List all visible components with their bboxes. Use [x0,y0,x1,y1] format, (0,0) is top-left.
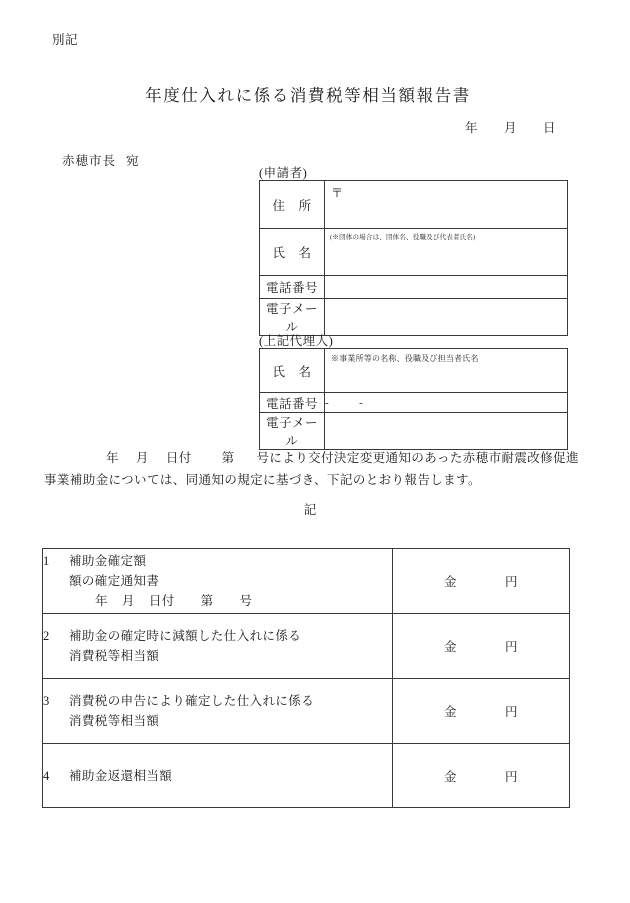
ki-marker: 記 [303,503,317,517]
item-1-amount-prefix: 金 [443,575,457,589]
body-day-label: 日付 [165,451,192,465]
item-4-number: 4 [43,768,50,783]
applicant-name-field[interactable] [325,229,568,276]
item-2-amount-field[interactable] [393,614,570,679]
agent-name-note: ※事業所等の名称、役職及び担当者氏名 [331,354,479,363]
item-1-dai: 第 [200,594,214,608]
item-1-amount-field[interactable] [393,549,570,614]
applicant-email-label: 電子メール [260,299,325,336]
date-year-label: 年 [465,121,479,135]
body-dai-label: 第 [221,451,235,465]
document-date-line [465,118,556,136]
item-4-amount-unit: 円 [505,769,519,784]
agent-phone-separator-2: - [359,396,364,409]
agent-email-row [260,413,568,450]
item-3-line1: 消費税の申告により確定した仕入れに係る [69,694,315,708]
item-1-day: 日付 [148,594,175,608]
item-2-line2: 消費税等相当額 [69,649,160,663]
body-paragraph [44,448,584,492]
applicant-table [259,180,568,336]
body-text-line1: 号により交付決定変更通知のあった赤穂市耐震改修促進 [256,451,579,465]
table-row [43,614,570,679]
applicant-caption: (申請者) [259,166,308,180]
agent-phone-field[interactable] [325,393,568,413]
applicant-email-row [260,299,568,336]
item-3-amount-prefix: 金 [443,705,457,719]
item-4-description [43,744,393,808]
table-row [43,679,570,744]
agent-name-field[interactable] [325,349,568,393]
item-3-amount-field[interactable] [393,679,570,744]
item-1-number: 1 [43,554,50,568]
agent-phone-label: 電話番号 [260,393,325,413]
item-1-line3 [43,594,252,608]
item-3-description [43,679,393,744]
agent-name-row [260,349,568,393]
item-2-amount-prefix: 金 [443,640,457,654]
applicant-phone-field[interactable] [325,276,568,299]
item-3-number: 3 [43,694,50,708]
applicant-email-field[interactable] [325,299,568,336]
besshi-label: 別記 [52,33,79,47]
item-3-line2: 消費税等相当額 [69,714,160,728]
applicant-address-row [260,181,568,229]
agent-phone-row [260,393,568,413]
body-text-line2: 事業補助金については、同通知の規定に基づき、下記のとおり報告します。 [44,472,481,487]
item-2-number: 2 [43,629,50,643]
applicant-address-field[interactable] [325,181,568,229]
item-1-year: 年 [95,594,108,608]
items-table [42,548,570,808]
postal-mark-icon: 〒 [331,186,344,200]
agent-name-label: 氏 名 [260,349,325,393]
item-4-amount-prefix: 金 [443,769,457,784]
table-row [43,744,570,808]
agent-email-label: 電子メール [260,413,325,450]
item-4-line1: 補助金返還相当額 [69,768,173,783]
agent-phone-separator-1: - [325,396,330,409]
addressee [62,151,140,169]
table-row [43,549,570,614]
body-month-label: 月 [135,451,149,465]
addressee-office: 赤穂市長 [62,154,117,168]
agent-caption: (上記代理人) [259,334,334,348]
applicant-name-note: (※団体の場合は、団体名、役職及び代表者氏名) [330,234,476,241]
date-month-label: 月 [504,121,518,135]
date-day-label: 日 [543,121,557,135]
item-1-amount-unit: 円 [505,575,519,589]
page-title: 年度仕入れに係る消費税等相当額報告書 [145,86,471,105]
agent-email-field[interactable] [325,413,568,450]
body-year-label: 年 [106,451,119,465]
applicant-name-label: 氏 名 [260,229,325,276]
item-4-amount-field[interactable] [393,744,570,808]
applicant-phone-row [260,276,568,299]
item-3-amount-unit: 円 [505,705,519,719]
item-1-month: 月 [121,594,135,608]
addressee-suffix: 宛 [126,154,140,168]
applicant-name-row [260,229,568,276]
item-1-line2: 額の確定通知書 [69,574,160,588]
item-1-description [43,549,393,614]
item-1-line1: 補助金確定額 [69,554,147,568]
applicant-phone-label: 電話番号 [260,276,325,299]
item-2-line1: 補助金の確定時に減額した仕入れに係る [69,629,302,643]
item-1-gou: 号 [239,594,253,608]
item-2-description [43,614,393,679]
item-2-amount-unit: 円 [505,640,519,654]
agent-table [259,348,568,450]
applicant-address-label: 住 所 [260,181,325,229]
